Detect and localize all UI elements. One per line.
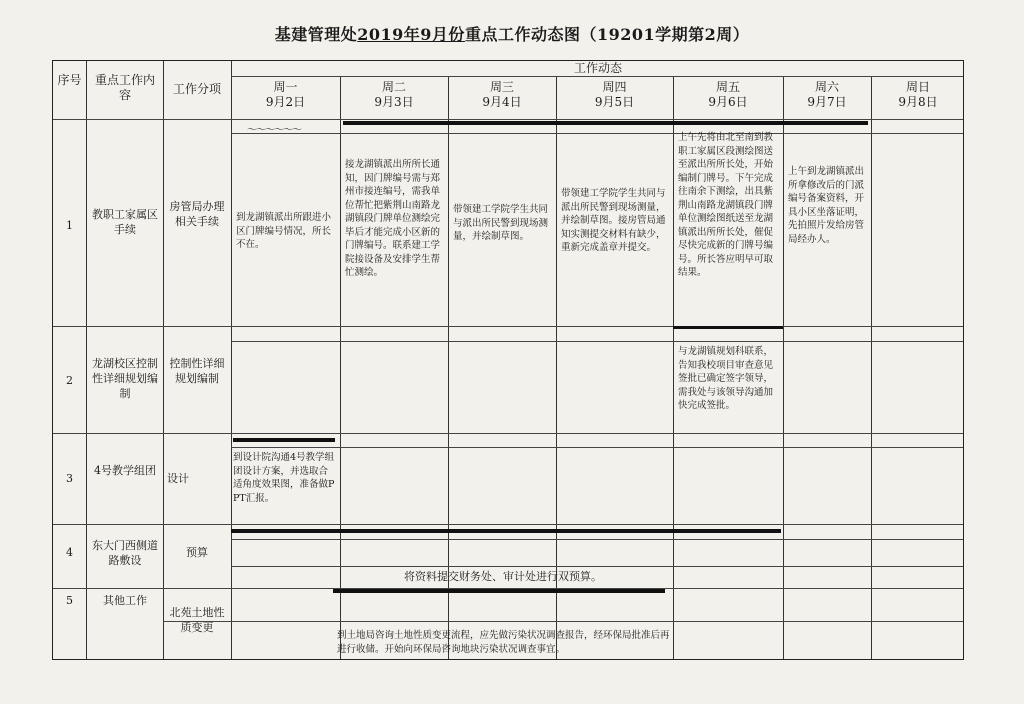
col-divider	[163, 61, 164, 659]
col-divider	[871, 76, 872, 659]
row-seq: 5	[66, 594, 73, 607]
row-seq: 1	[66, 219, 73, 232]
col-divider	[673, 76, 674, 659]
date-label: 9月2日	[265, 95, 306, 109]
wave-mark: 〜〜〜〜〜〜	[247, 125, 301, 136]
sub-line	[231, 133, 963, 134]
row-divider	[53, 433, 963, 434]
row-content: 4号教学组团	[94, 464, 156, 477]
task-text: 上午先将由北至南到教职工家属区段测绘图送至派出所所长处，开始编制门牌号。下午完成往南余下测绘，出具紫荆山南路龙湖镇段门牌单位测绘图纸送至龙湖镇派出所所长处，催促尽快完成新的门牌号编号。所长答应明早可取结果。	[678, 132, 774, 278]
task-text: 到设计院沟通4号教学组团设计方案，并选取合适角度效果图，准备做PPT汇报。	[233, 452, 335, 504]
title-month: 2019年9月份	[357, 25, 465, 44]
row-category: 控制性详细规划编制	[169, 357, 225, 385]
header-seq: 序号	[57, 73, 82, 87]
task-text: 接龙湖镇派出所所长通知，因门牌编号需与郑州市接连编号，需我单位帮忙把紫荆山南路龙湖镇段门牌单位测绘完毕后才能完成小区新的门牌编号。联系建工学院接设备及安排学生帮忙测绘。	[345, 159, 441, 278]
task-text: 与龙湖镇规划科联系，告知我校项目审查意见签批已确定签字领导，需我处与该领导沟通加快完成签批。	[678, 346, 774, 411]
page-title	[0, 22, 1024, 45]
timeline-bar	[231, 529, 781, 533]
header-sun	[871, 80, 965, 110]
row-content: 教职工家属区手续	[92, 208, 158, 236]
row-divider	[53, 119, 963, 120]
row-divider	[231, 76, 963, 77]
title-prefix: 基建管理处	[274, 25, 358, 44]
sub-line	[231, 447, 963, 448]
title-suffix: 重点工作动态图（19201学期第2周）	[464, 25, 750, 44]
work-table	[52, 60, 964, 660]
date-label: 9月5日	[594, 95, 635, 109]
header-fri	[673, 80, 783, 110]
row-category: 设计	[167, 472, 189, 485]
row-divider	[53, 524, 963, 525]
sub-line	[231, 341, 963, 342]
timeline-bar	[333, 589, 665, 593]
weekday-label: 周三	[489, 80, 514, 94]
task-text: 将资料提交财务处、审计处进行双预算。	[404, 570, 602, 583]
row-category: 预算	[186, 546, 208, 559]
weekday-label: 周六	[814, 80, 839, 94]
weekday-label: 周四	[602, 80, 627, 94]
header-tue	[340, 80, 448, 110]
row-content: 其他工作	[103, 594, 147, 607]
task-text: 到土地局咨询土地性质变更流程，应先做污染状况调查报告，经环保局批准后再进行收储。开始向环保局咨询地块污染状况调查事宜。	[337, 630, 670, 655]
row-seq: 4	[66, 546, 73, 559]
date-label: 9月4日	[482, 95, 522, 109]
row-content: 东大门西侧道路敷设	[92, 539, 158, 567]
date-label: 9月8日	[898, 95, 938, 109]
header-dynamics: 工作动态	[573, 61, 622, 75]
header-mon	[231, 80, 340, 110]
header-key-work: 重点工作内容	[94, 73, 155, 102]
weekday-label: 周一	[273, 80, 298, 94]
sub-line	[231, 566, 963, 567]
weekday-label: 周二	[381, 80, 406, 94]
timeline-bar	[343, 121, 868, 125]
date-label: 9月6日	[708, 95, 748, 109]
task-text: 带领建工学院学生共同与派出所民警到现场测量，并绘制草图。接房管局通知实测提交材料有缺少，重新完成盖章并提交。	[561, 188, 666, 253]
task-text: 上午到龙湖镇派出所拿修改后的门派编号备案资料，开具小区坐落证明，先拍照片发给房管局经办人。	[788, 166, 865, 245]
col-divider	[783, 76, 784, 659]
date-label: 9月3日	[374, 95, 414, 109]
row-seq: 2	[66, 374, 73, 387]
header-thu	[556, 80, 673, 110]
header-sat	[783, 80, 871, 110]
col-divider	[86, 61, 87, 659]
task-text: 到龙湖镇派出所跟进小区门牌编号情况，所长不在。	[236, 212, 332, 250]
task-text: 带领建工学院学生共同与派出所民警到现场测量，并绘制草图。	[453, 204, 549, 242]
row-category: 房管局办理相关手续	[169, 200, 225, 228]
timeline-bar	[673, 326, 783, 329]
date-label: 9月7日	[807, 95, 847, 109]
sub-line	[231, 539, 963, 540]
header-wed	[448, 80, 556, 110]
timeline-bar	[233, 438, 335, 442]
row-divider	[53, 326, 963, 327]
sub-line	[163, 621, 963, 622]
row-seq: 3	[66, 472, 73, 485]
row-category: 北苑土地性质变更	[169, 606, 225, 634]
row-content: 龙湖校区控制性详细规划编制	[92, 357, 158, 400]
weekday-label: 周日	[905, 80, 930, 94]
col-divider	[231, 61, 232, 659]
weekday-label: 周五	[715, 80, 740, 94]
header-category: 工作分项	[172, 82, 221, 96]
